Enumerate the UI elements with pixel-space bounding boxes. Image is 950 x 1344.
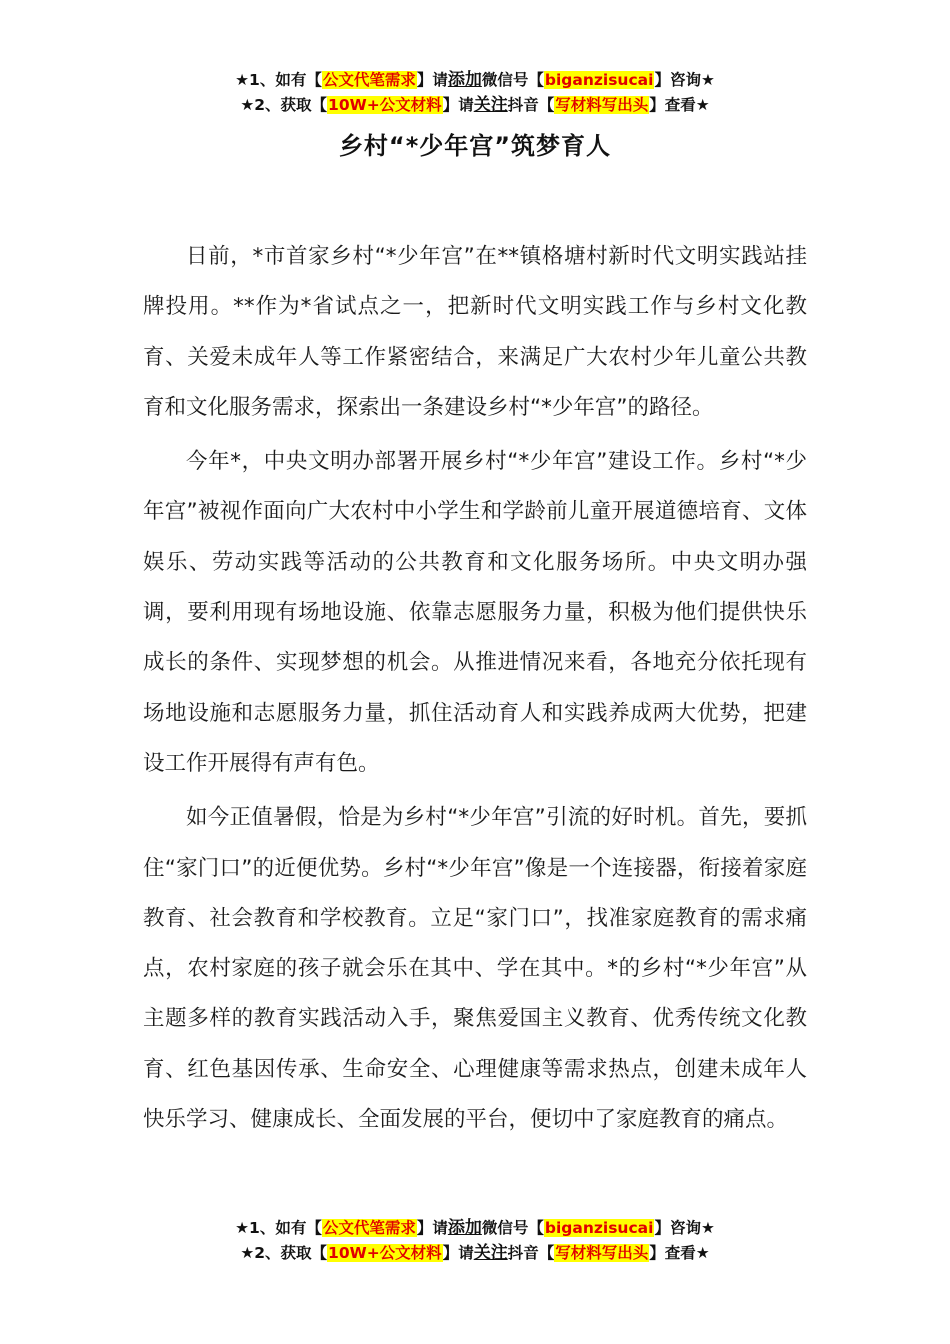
- banner-text: ★1、如有【: [235, 1219, 322, 1237]
- banner-text: 】请: [416, 1219, 448, 1237]
- banner-emphasis: 添加: [447, 1218, 482, 1238]
- banner-text: 抖音【: [507, 1244, 555, 1262]
- banner-highlight: 公文代笔需求: [322, 71, 416, 89]
- paragraph: 如今正值暑假，恰是为乡村“*少年宫”引流的好时机。首先，要抓住“家门口”的近便优势。乡村“*少年宫”像是一个连接器，衔接着家庭教育、社会教育和学校教育。立足“家门口”，找准家庭教育的需求痛点，农村家庭的孩子就会乐在其中、学在其中。*的乡村“*少年宫”从主题多样的教育实践活动入手，聚焦爱国主义教育、优秀传统文化教育、红色基因传承、生命安全、心理健康等需求热点，创建未成年人快乐学习、健康成长、全面发展的平台，便切中了家庭教育的痛点。: [143, 805, 807, 1133]
- banner-wechat-id: biganzisucai: [544, 1219, 654, 1237]
- banner-douyin-id: 写材料写出头: [555, 96, 649, 114]
- banner-wechat-id: biganzisucai: [544, 71, 654, 89]
- paragraph: 今年*，中央文明办部署开展乡村“*少年宫”建设工作。乡村“*少年宫”被视作面向广大农村中小学生和学龄前儿童开展道德培育、文体娱乐、劳动实践等活动的公共教育和文化服务场所。中央文明办强调，要利用现有场地设施、依靠志愿服务力量，积极为他们提供快乐成长的条件、实现梦想的机会。从推进情况来看，各地充分依托现有场地设施和志愿服务力量，抓住活动育人和实践养成两大优势，把建设工作开展得有声有色。: [143, 449, 807, 776]
- banner-emphasis: 关注: [473, 1243, 508, 1263]
- banner-highlight: 公文代笔需求: [322, 1219, 416, 1237]
- banner-text: 】请: [442, 96, 474, 114]
- banner-text: 微信号【: [481, 71, 544, 89]
- banner-text: 】查看★: [649, 1244, 710, 1262]
- banner-highlight: 10W+公文材料: [328, 1244, 442, 1262]
- banner-douyin-id: 写材料写出头: [555, 1244, 649, 1262]
- banner-text: ★2、获取【: [240, 96, 328, 114]
- banner-text: 】请: [442, 1244, 474, 1262]
- banner-line-2: [0, 93, 950, 118]
- banner-text: 抖音【: [507, 96, 555, 114]
- banner-text: 】请: [416, 71, 448, 89]
- article-body: [143, 232, 807, 1149]
- banner-line-1: [0, 1216, 950, 1241]
- banner-text: 】咨询★: [654, 71, 715, 89]
- banner-text: 】查看★: [649, 96, 710, 114]
- banner-line-2: [0, 1241, 950, 1266]
- banner-text: 】咨询★: [654, 1219, 715, 1237]
- banner-text: ★2、获取【: [240, 1244, 328, 1262]
- banner-emphasis: 关注: [473, 95, 508, 115]
- paragraph: 日前，*市首家乡村“*少年宫”在**镇格塘村新时代文明实践站挂牌投用。**作为*省试点之一，把新时代文明实践工作与乡村文化教育、关爱未成年人等工作紧密结合，来满足广大农村少年儿童公共教育和文化服务需求，探索出一条建设乡村“*少年宫”的路径。: [143, 244, 807, 420]
- banner-highlight: 10W+公文材料: [328, 96, 442, 114]
- banner-emphasis: 添加: [447, 70, 482, 90]
- banner-text: 微信号【: [481, 1219, 544, 1237]
- header-banner: [0, 68, 950, 118]
- footer-banner: [0, 1216, 950, 1266]
- document-title: 乡村“*少年宫”筑梦育人: [338, 132, 612, 160]
- banner-line-1: [0, 68, 950, 93]
- banner-text: ★1、如有【: [235, 71, 322, 89]
